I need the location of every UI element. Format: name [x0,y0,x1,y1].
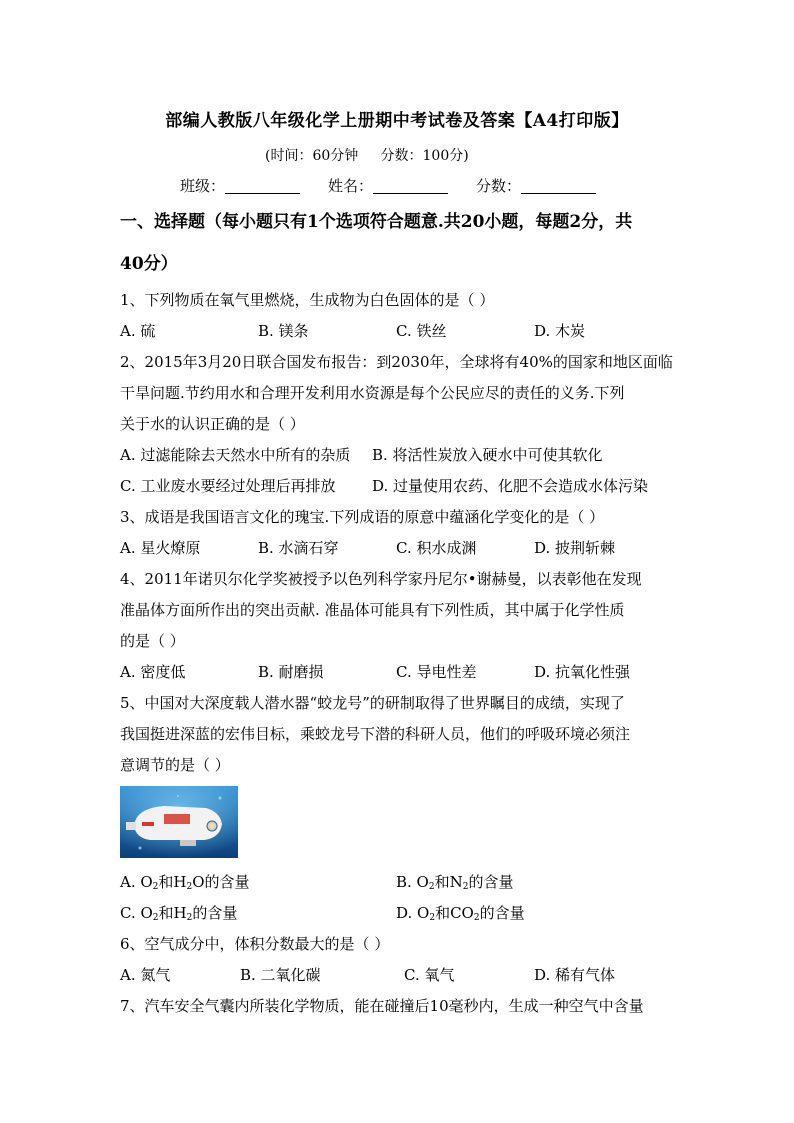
q1-option-b: B. 镁条 [258,322,309,340]
q5c-sub2: 2 [186,913,193,923]
q5b-text: B. O [396,873,429,891]
q6-option-d: D. 稀有气体 [534,966,616,984]
name-label: 姓名： [328,177,374,195]
q4-option-c: C. 导电性差 [396,663,477,681]
q5b-text-mid: 和N [434,873,463,891]
q5d-text-mid: 和CO [435,904,474,922]
q5b-sub1: 2 [428,882,435,892]
q2-option-b: B. 将活性炭放入硬水中可使其软化 [372,446,603,464]
q5d-sub1: 2 [429,913,436,923]
q5c-sub1: 2 [152,913,159,923]
q5c-text-mid: 和H [158,904,187,922]
q1-option-c: C. 铁丝 [396,322,447,340]
q3-option-d: D. 披荆斩棘 [534,539,616,557]
q2-option-c: C. 工业废水要经过处理后再排放 [120,477,336,495]
question-4-line1: 4、2011年诺贝尔化学奖被授予以色列科学家丹尼尔•谢赫曼，以表彰他在发现 [120,570,642,588]
score-blank [521,177,596,194]
q1-option-d: D. 木炭 [534,322,586,340]
q5a-text-mid: 和H [158,873,187,891]
class-blank [225,177,300,194]
q4-option-d: D. 抗氧化性强 [534,663,631,681]
q5-option-d [396,903,525,928]
question-5-line2: 我国挺进深蓝的宏伟目标，乘蛟龙号下潜的科研人员，他们的呼吸环境必须注 [120,725,631,743]
question-2-line3: 关于水的认识正确的是（ ） [120,415,305,433]
name-blank [373,177,448,194]
student-info-row [180,175,596,196]
submarine-photo [120,786,238,858]
q5d-text-end: 的含量 [479,904,525,922]
score-label: 分数： [476,177,522,195]
q5c-text-end: 的含量 [192,904,238,922]
question-2-line1: 2、2015年3月20日联合国发布报告：到2030年，全球将有40%的国家和地区面临 [120,353,673,371]
question-3: 3、成语是我国语言文化的瑰宝.下列成语的原意中蕴涵化学变化的是（ ） [120,508,605,526]
q3-option-a: A. 星火燎原 [120,539,201,557]
exam-subtitle: (时间：60分钟 分数：100分) [265,148,469,164]
question-4-line3: 的是（ ） [120,632,185,650]
q5-option-b [396,872,513,897]
q3-option-c: C. 积水成渊 [396,539,477,557]
question-4-line2: 准晶体方面所作出的突出贡献. 准晶体可能具有下列性质，其中属于化学性质 [120,601,625,619]
q5a-text-end: O的含量 [192,873,250,891]
q4-option-b: B. 耐磨损 [258,663,324,681]
question-2-line2: 干旱问题.节约用水和合理开发利用水资源是每个公民应尽的责任的义务.下列 [120,384,625,402]
section-heading-1: 一、选择题（每小题只有1个选项符合题意.共20小题，每题2分，共 [120,212,633,232]
q5d-text: D. O [396,904,430,922]
section-heading-1-cont: 40分） [120,254,178,274]
q5-option-a [120,872,250,897]
q2-option-d: D. 过量使用农药、化肥不会造成水体污染 [372,477,649,495]
question-7: 7、汽车安全气囊内所装化学物质，能在碰撞后10毫秒内，生成一种空气中含量 [120,997,644,1015]
q5a-sub2: 2 [186,882,193,892]
q3-option-b: B. 水滴石穿 [258,539,339,557]
question-5-line3: 意调节的是（ ） [120,756,230,774]
q5a-text: A. O [120,873,153,891]
question-1: 1、下列物质在氧气里燃烧，生成物为白色固体的是（ ） [120,291,495,309]
class-label: 班级： [180,177,226,195]
question-6: 6、空气成分中，体积分数最大的是（ ） [120,935,390,953]
submarine-illustration [120,786,238,858]
q5b-text-end: 的含量 [468,873,514,891]
question-5-line1: 5、中国对大深度载人潜水器“蛟龙号”的研制取得了世界瞩目的成绩，实现了 [120,694,625,712]
q5b-sub2: 2 [462,882,469,892]
q5c-text: C. O [120,904,153,922]
q6-option-b: B. 二氧化碳 [240,966,321,984]
q6-option-a: A. 氮气 [120,966,171,984]
q1-option-a: A. 硫 [120,322,156,340]
q4-option-a: A. 密度低 [120,663,186,681]
q5-option-c [120,903,237,928]
q6-option-c: C. 氧气 [404,966,455,984]
q5a-sub1: 2 [152,882,159,892]
q2-option-a: A. 过滤能除去天然水中所有的杂质 [120,446,351,464]
q5d-sub2: 2 [473,913,480,923]
page-title: 部编人教版八年级化学上册期中考试卷及答案【A4打印版】 [165,111,629,131]
